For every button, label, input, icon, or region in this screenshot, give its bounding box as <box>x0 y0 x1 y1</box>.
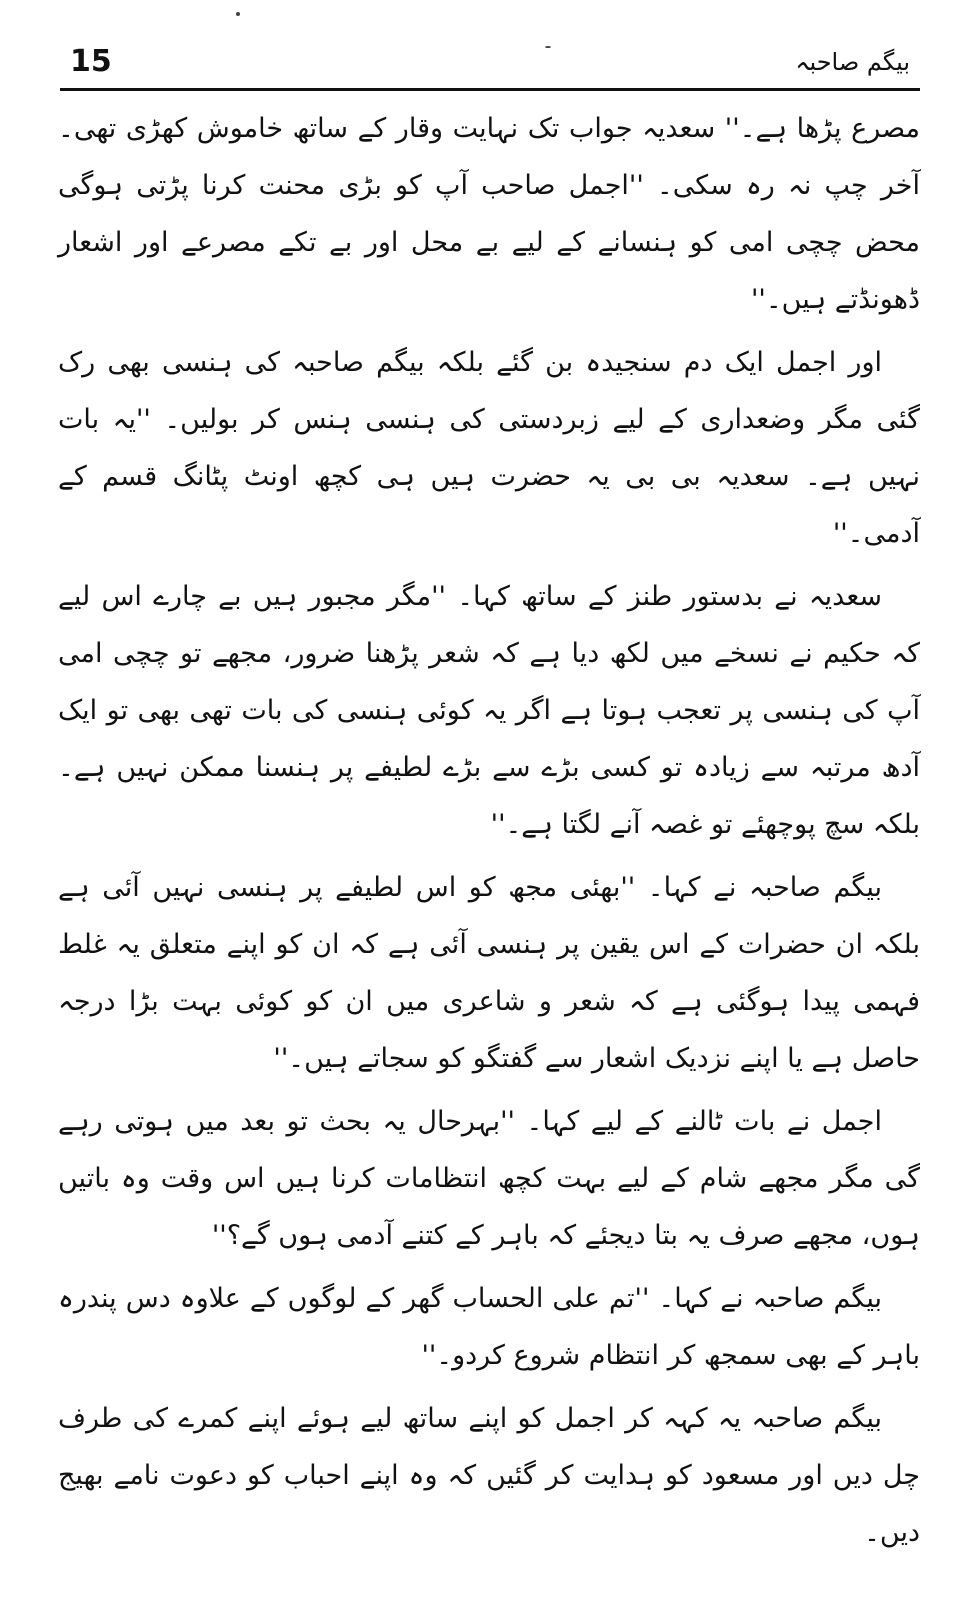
header-rule <box>60 88 920 91</box>
paragraph: مصرع پڑھا ہے۔'' سعدیہ جواب تک نہایت وقار کے ساتھ خاموش کھڑی تھی۔ آخر چپ نہ رہ سکی۔ ''اجمل صاحب آپ کو بڑی محنت کرنا پڑتی ہوگی محض چچی امی کو ہنسانے کے لیے بے محل اور بے تکے مصرعے اور اشعار ڈھونڈتے ہیں۔'' <box>58 113 920 315</box>
scan-speck <box>545 46 551 48</box>
paragraph: سعدیہ نے بدستور طنز کے ساتھ کہا۔ ''مگر مجبور ہیں بے چارے اس لیے کہ حکیم نے نسخے میں لکھ دیا ہے کہ شعر پڑھنا ضرور، مجھے تو چچی امی آپ کی ہنسی پر تعجب ہوتا ہے اگر یہ کوئی ہنسی کی بات تھی بھی تو ایک آدھ مرتبہ سے زیادہ تو کسی بڑے سے بڑے لطیفے پر ہنسنا ممکن نہیں ہے۔ بلکہ سچ پوچھئے تو غصہ آنے لگتا ہے۔'' <box>58 581 920 840</box>
paragraph: اجمل نے بات ٹالنے کے لیے کہا۔ ''بہرحال یہ بحث تو بعد میں ہوتی رہے گی مگر مجھے شام کے لیے بہت کچھ انتظامات کرنا ہیں اس وقت وہ باتیں ہوں، مجھے صرف یہ بتا دیجئے کہ باہر کے کتنے آدمی ہوں گے؟'' <box>58 1106 920 1251</box>
paragraph: بیگم صاحبہ نے کہا۔ ''بھئی مجھ کو اس لطیفے پر ہنسی نہیں آئی ہے بلکہ ان حضرات کے اس یقین پر ہنسی آئی ہے کہ ان کو اپنے متعلق یہ غلط فہمی پیدا ہوگئی ہے کہ شعر و شاعری میں ان کو کوئی بہت بڑا درجہ حاصل ہے یا اپنے نزدیک اشعار سے گفتگو کو سجاتے ہیں۔'' <box>58 872 920 1074</box>
paragraph: اور اجمل ایک دم سنجیدہ بن گئے بلکہ بیگم صاحبہ کی ہنسی بھی رک گئی مگر وضعداری کے لیے زبردستی کی ہنسی ہنس کر بولیں۔ ''یہ بات نہیں ہے۔ سعدیہ بی بی یہ حضرت ہیں ہی کچھ اونٹ پٹانگ قسم کے آدمی۔'' <box>58 347 920 549</box>
running-title: بیگم صاحبہ <box>795 48 910 76</box>
page-number: 15 <box>70 44 112 79</box>
paragraph: بیگم صاحبہ یہ کہہ کر اجمل کو اپنے ساتھ لیے ہوئے اپنے کمرے کی طرف چل دیں اور مسعود کو ہدایت کر گئیں کہ وہ اپنے احباب کو دعوت نامے بھیج دیں۔ <box>58 1403 920 1548</box>
page-body <box>58 100 920 1567</box>
scan-speck <box>236 12 240 16</box>
paragraph: بیگم صاحبہ نے کہا۔ ''تم علی الحساب گھر کے لوگوں کے علاوہ دس پندرہ باہر کے بھی سمجھ کر انتظام شروع کردو۔'' <box>58 1283 920 1371</box>
page-header <box>60 40 920 90</box>
